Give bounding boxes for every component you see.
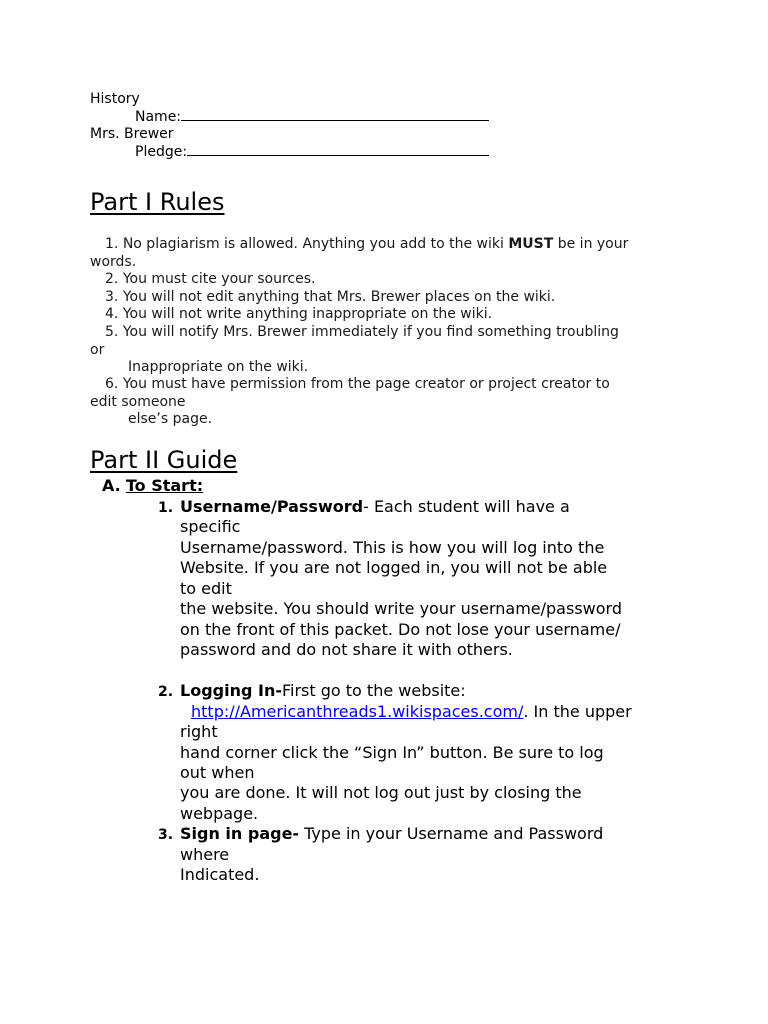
- rule-4: 4. You will not write anything inappropriate on the wiki.: [105, 306, 493, 322]
- item-3-heading: Sign in page-: [180, 824, 300, 843]
- item-1-number: 1.: [158, 500, 174, 516]
- rule-1: 1. No plagiarism is allowed. Anything you add to the wiki MUST be in your: [105, 236, 629, 252]
- name-field: [135, 108, 489, 126]
- item-1-heading: Username/Password: [180, 497, 364, 516]
- item-2-line: hand corner click the “Sign In” button. Be sure to log: [180, 743, 604, 762]
- rule-number: 2.: [105, 271, 119, 287]
- item-2-line: http://Americanthreads1.wikispaces.com/. In the upper: [191, 702, 632, 721]
- rule-number: 3.: [105, 289, 119, 305]
- pledge-label: Pledge:: [135, 144, 188, 160]
- item-2-heading: Logging In-: [180, 681, 282, 700]
- rule-6: 6. You must have permission from the page creator or project creator to: [105, 376, 610, 392]
- rule-5-continued: or: [90, 342, 105, 358]
- item-1-line: on the front of this packet. Do not lose your username/: [180, 620, 621, 639]
- part2-title: Part II Guide: [90, 446, 238, 474]
- subject-label: History: [90, 91, 140, 107]
- section-title: To Start:: [125, 476, 204, 495]
- rule-5: 5. You will notify Mrs. Brewer immediately if you find something troubling: [105, 324, 619, 340]
- item-2-line: you are done. It will not log out just by closing the: [180, 783, 582, 802]
- part1-title: Part I Rules: [90, 188, 225, 216]
- wiki-link[interactable]: http://Americanthreads1.wikispaces.com/: [191, 702, 524, 721]
- rule-3: 3. You will not edit anything that Mrs. Brewer places on the wiki.: [105, 289, 556, 305]
- item-1-line: Username/password. This is how you will log into the: [180, 538, 605, 557]
- rule-number: 4.: [105, 306, 119, 322]
- rule-emphasis: MUST: [508, 236, 554, 252]
- item-2-line: out when: [180, 763, 255, 782]
- item-3-number: 3.: [158, 827, 174, 843]
- item-1-line: Username/Password- Each student will have a: [180, 497, 570, 516]
- item-3-line: Sign in page- Type in your Username and Password: [180, 824, 604, 843]
- rule-6-continued: else’s page.: [128, 411, 213, 427]
- name-label: Name:: [135, 109, 182, 125]
- rule-number: 6.: [105, 376, 119, 392]
- item-1-line: the website. You should write your username/password: [180, 599, 622, 618]
- item-3-line: Indicated.: [180, 865, 260, 884]
- rule-1-continued: words.: [90, 254, 137, 270]
- section-a-heading: [102, 476, 203, 497]
- rule-5-continued: Inappropriate on the wiki.: [128, 359, 309, 375]
- pledge-blank: [187, 143, 489, 156]
- item-2-number: 2.: [158, 684, 174, 700]
- item-1-line: password and do not share it with others.: [180, 640, 513, 659]
- item-3-line: where: [180, 845, 230, 864]
- name-blank: [181, 108, 489, 121]
- section-letter: A.: [102, 476, 121, 495]
- item-1-line: specific: [180, 517, 241, 536]
- item-2-line: Logging In-First go to the website:: [180, 681, 466, 700]
- teacher-label: Mrs. Brewer: [90, 126, 174, 142]
- rule-6-continued: edit someone: [90, 394, 186, 410]
- rule-number: 5.: [105, 324, 119, 340]
- item-2-line: right: [180, 722, 218, 741]
- item-2-line: webpage.: [180, 804, 259, 823]
- rule-2: 2. You must cite your sources.: [105, 271, 316, 287]
- item-1-line: to edit: [180, 579, 232, 598]
- rule-number: 1.: [105, 236, 119, 252]
- pledge-field: [135, 143, 489, 161]
- item-1-line: Website. If you are not logged in, you will not be able: [180, 558, 608, 577]
